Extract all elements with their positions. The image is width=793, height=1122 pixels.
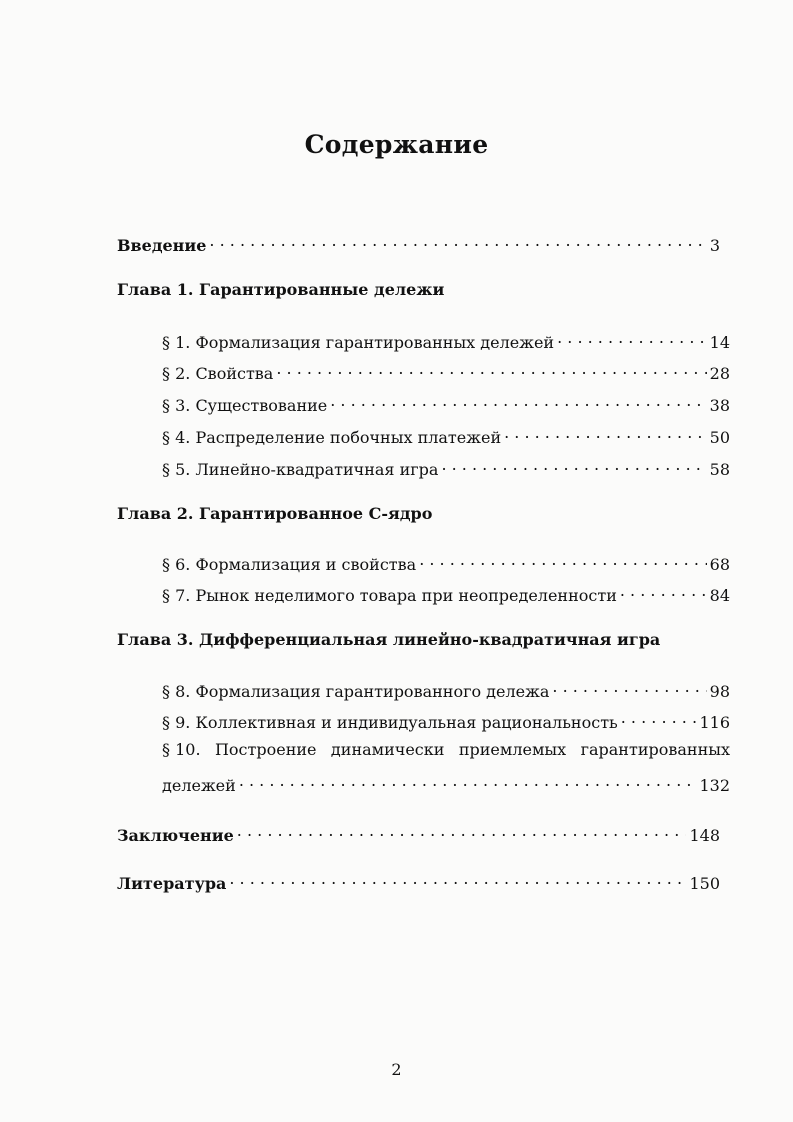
toc-section-5 [162, 455, 730, 480]
toc-entry-label: дележей [162, 776, 236, 795]
toc-entry-page: 150 [689, 874, 720, 893]
toc-word: динамически [330, 740, 445, 759]
dot-leader [441, 455, 706, 475]
dot-leader [229, 869, 686, 889]
toc-entry-label: § 3. Существование [162, 396, 328, 415]
toc-entry-intro [117, 231, 720, 256]
toc-entry-page: 132 [699, 776, 730, 795]
toc-entry-label: § 4. Распределение побочных платежей [162, 428, 502, 447]
dot-leader [209, 231, 706, 251]
toc-section-2 [162, 359, 730, 384]
toc-section-10-line1 [162, 740, 730, 760]
toc-entry-page: 50 [709, 428, 730, 447]
dot-leader [330, 391, 706, 411]
dot-leader [419, 550, 706, 570]
toc-entry-label: Введение [117, 236, 207, 255]
toc-entry-page: 38 [709, 396, 730, 415]
dot-leader [621, 708, 697, 728]
toc-entry-page: 68 [709, 555, 730, 574]
chapter-heading-2: Глава 2. Гарантированное С-ядро [117, 504, 433, 523]
toc-section-10-line2 [162, 771, 730, 796]
dot-leader [504, 423, 707, 443]
toc-entry-page: 116 [699, 713, 730, 732]
toc-entry-label: § 9. Коллективная и индивидуальная рациональность [162, 713, 618, 732]
toc-entry-label: Литература [117, 874, 227, 893]
toc-word: приемлемых [458, 740, 567, 759]
toc-entry-label: § 8. Формализация гарантированного дележа [162, 682, 550, 701]
toc-section-7 [162, 581, 730, 606]
toc-section-3 [162, 391, 730, 416]
page-title: Содержание [304, 130, 489, 159]
toc-section-9 [162, 708, 730, 733]
toc-entry-page: 28 [709, 364, 730, 383]
chapter-heading-3: Глава 3. Дифференциальная линейно-квадратичная игра [117, 630, 661, 649]
toc-section-1 [162, 328, 730, 353]
toc-entry-page: 84 [709, 586, 730, 605]
chapter-heading-1: Глава 1. Гарантированные дележи [117, 280, 445, 299]
toc-section-8 [162, 677, 730, 702]
toc-entry-page: 58 [709, 460, 730, 479]
dot-leader [620, 581, 707, 601]
toc-word: Построение [214, 740, 317, 759]
dot-leader [239, 771, 697, 791]
page-number: 2 [391, 1060, 402, 1079]
toc-word: гарантированных [580, 740, 730, 759]
dot-leader [557, 328, 707, 348]
toc-entry-literature [117, 869, 720, 894]
toc-entry-conclusion [117, 821, 720, 846]
toc-entry-label: § 1. Формализация гарантированных дележей [162, 333, 555, 352]
toc-entry-page: 3 [709, 236, 720, 255]
toc-entry-label: § 6. Формализация и свойства [162, 555, 417, 574]
toc-entry-page: 14 [709, 333, 730, 352]
toc-word: § 10. [162, 740, 201, 759]
dot-leader [237, 821, 687, 841]
toc-entry-label: § 7. Рынок неделимого товара при неопределенности [162, 586, 617, 605]
toc-entry-label: § 5. Линейно-квадратичная игра [162, 460, 439, 479]
toc-entry-page: 148 [689, 826, 720, 845]
toc-entry-page: 98 [709, 682, 730, 701]
toc-entry-label: Заключение [117, 826, 234, 845]
dot-leader [276, 359, 706, 379]
dot-leader [552, 677, 706, 697]
toc-section-4 [162, 423, 730, 448]
toc-section-6 [162, 550, 730, 575]
toc-entry-label: § 2. Свойства [162, 364, 274, 383]
